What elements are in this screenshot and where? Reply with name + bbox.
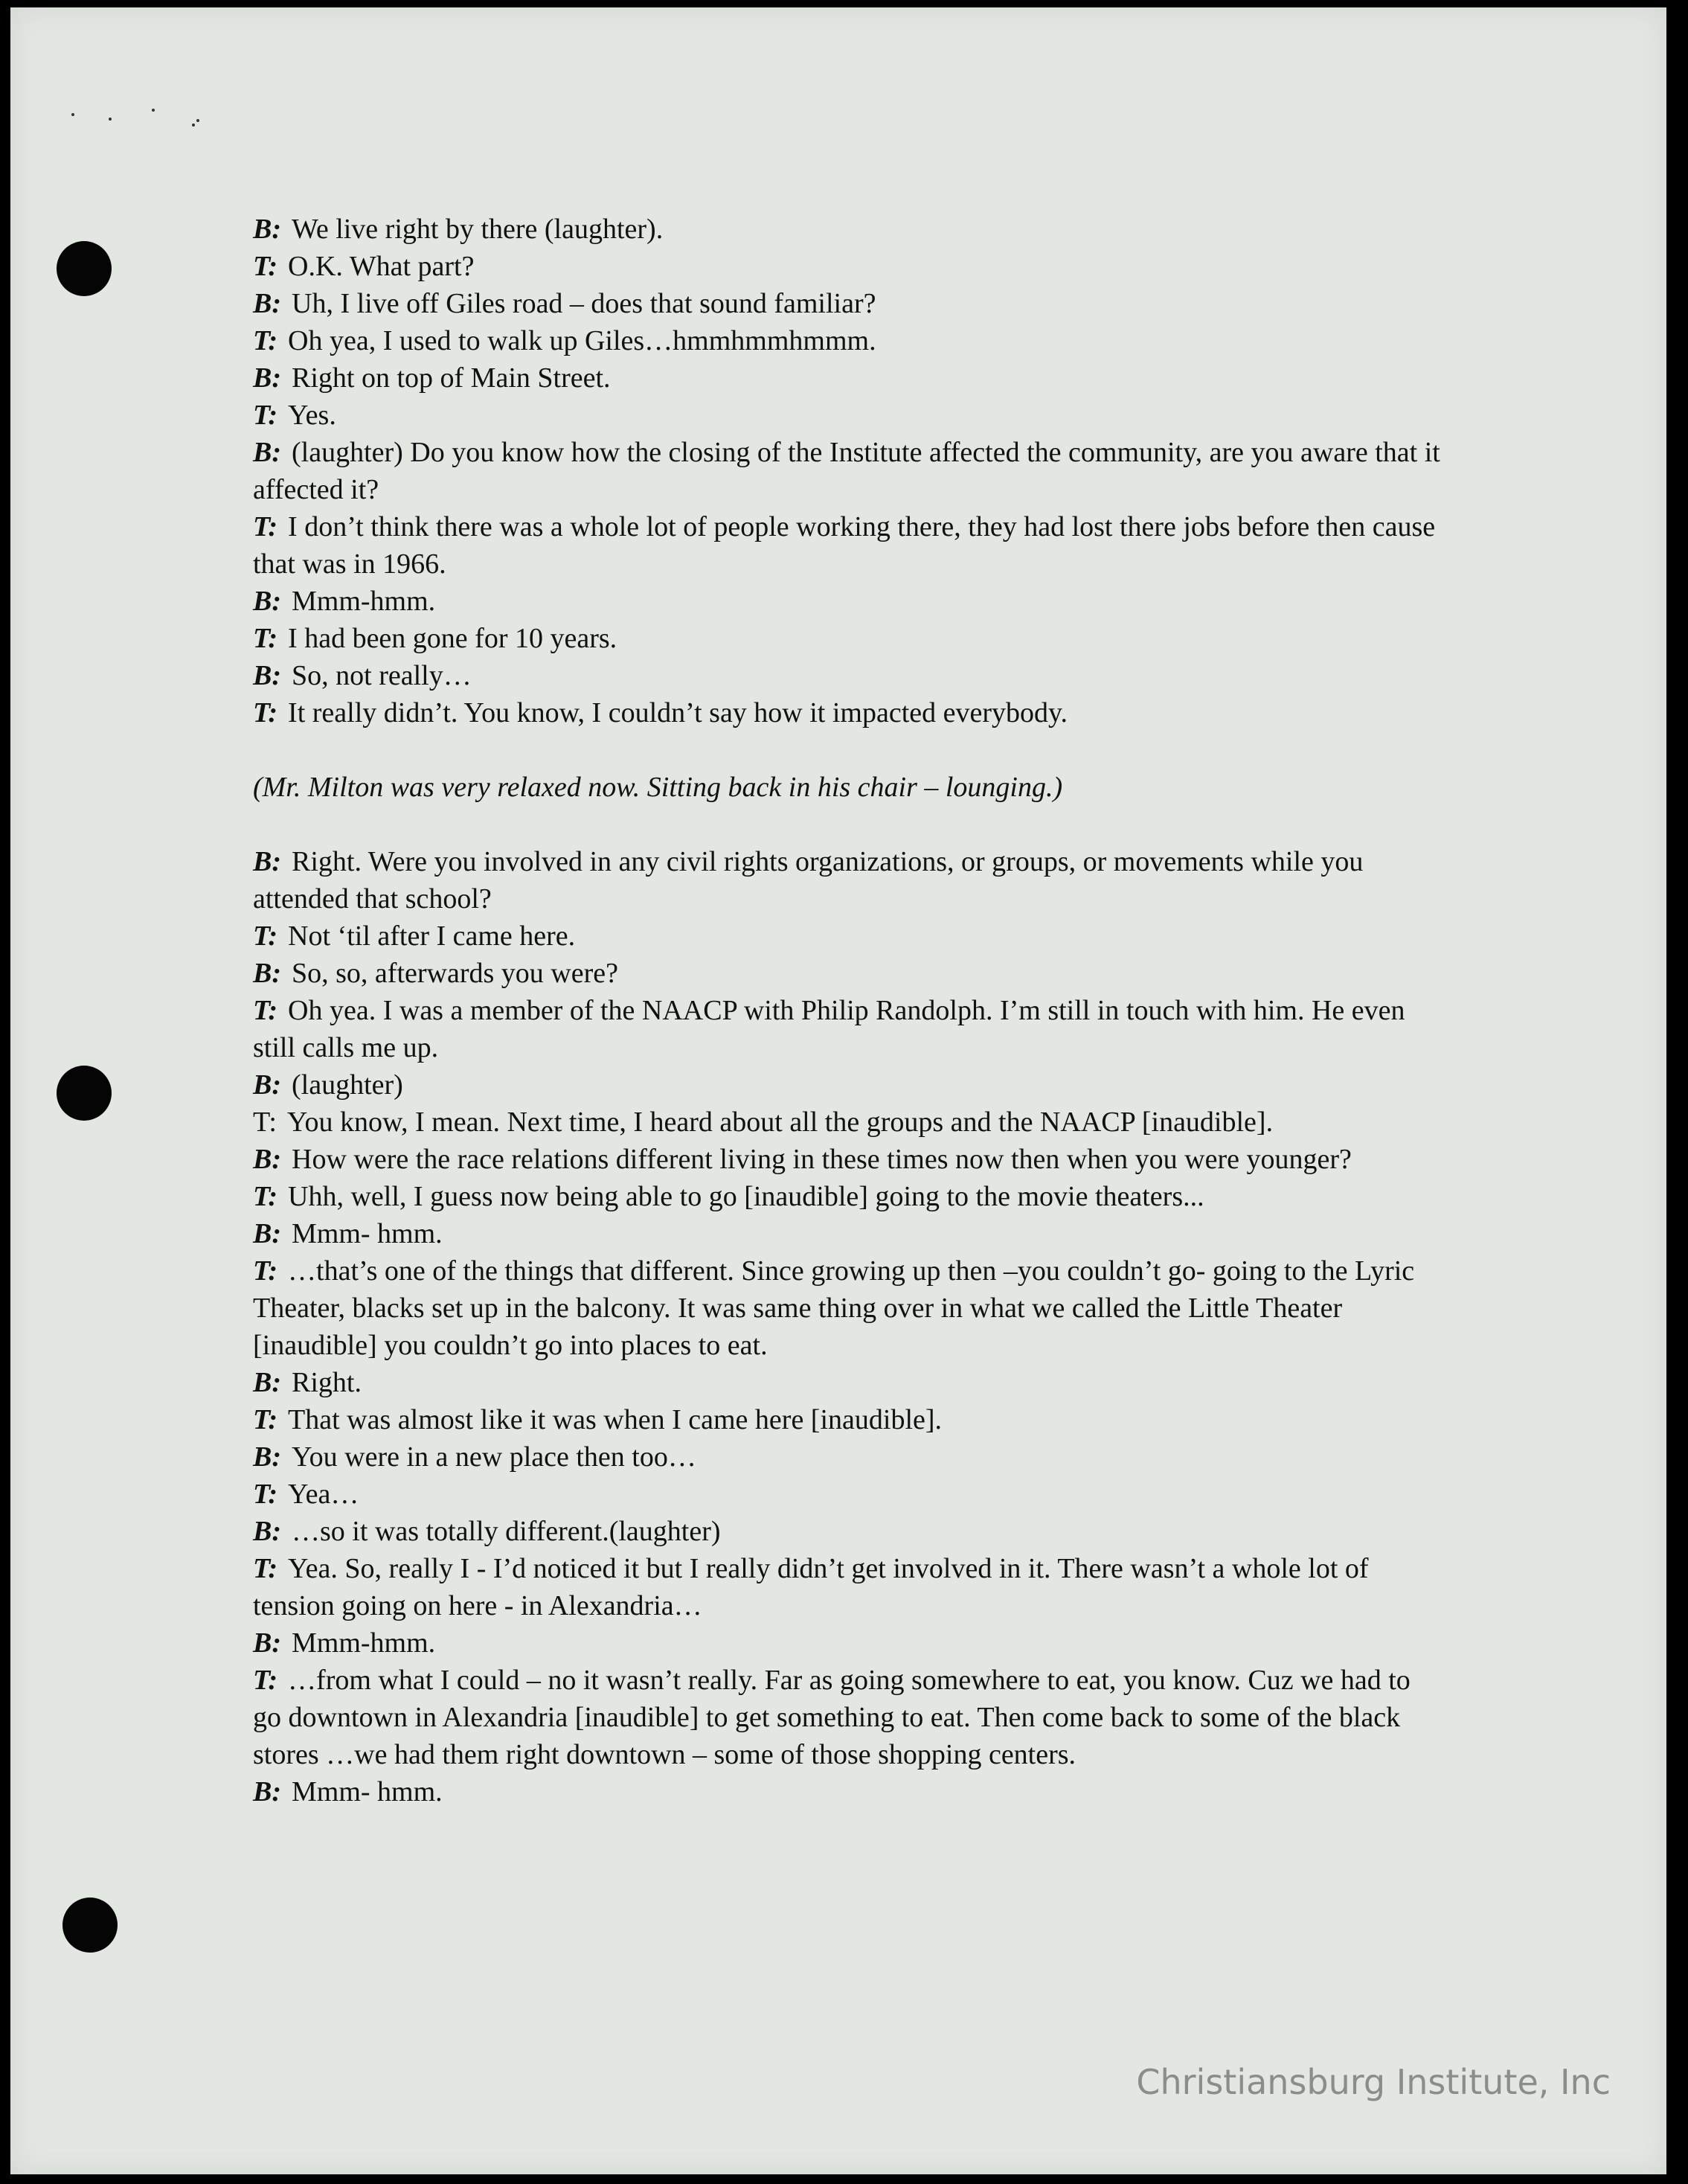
speaker-label: B: xyxy=(253,288,281,319)
speaker-label: B: xyxy=(253,846,281,877)
paragraph-gap xyxy=(253,806,1443,843)
utterance-text: Yes. xyxy=(288,400,336,431)
transcript-line xyxy=(253,1773,1443,1810)
utterance-text: Mmm- hmm. xyxy=(292,1218,443,1249)
utterance-text: Right. Were you involved in any civil rights organizations, or groups, or movements while you attended that school? xyxy=(253,846,1364,915)
speaker-label: B: xyxy=(253,1776,281,1807)
transcript-line xyxy=(253,1252,1443,1364)
binder-hole-top xyxy=(57,241,112,296)
speaker-label: B: xyxy=(253,362,281,394)
utterance-text: How were the race relations different living in these times now then when you were younger? xyxy=(292,1144,1352,1175)
speaker-label: T: xyxy=(253,1665,278,1696)
utterance-text: (laughter) xyxy=(292,1069,403,1101)
binder-hole-middle xyxy=(57,1066,112,1121)
utterance-text: Right on top of Main Street. xyxy=(292,362,611,394)
transcript-line xyxy=(253,508,1443,583)
transcript-line xyxy=(253,620,1443,657)
transcript-line xyxy=(253,1662,1443,1773)
transcript-line xyxy=(253,322,1443,359)
utterance-text: You know, I mean. Next time, I heard about all the groups and the NAACP [inaudible]. xyxy=(286,1107,1274,1138)
speaker-label: T: xyxy=(253,511,278,542)
paragraph-gap xyxy=(253,731,1443,769)
speaker-label: B: xyxy=(253,1441,281,1473)
binder-hole-bottom xyxy=(62,1898,118,1953)
transcript-line xyxy=(253,918,1443,955)
transcript-line xyxy=(253,583,1443,620)
stage-note: (Mr. Milton was very relaxed now. Sitting back in his chair – lounging.) xyxy=(253,772,1063,803)
transcript-block-1 xyxy=(253,211,1443,731)
transcript-line xyxy=(253,1178,1443,1215)
transcript-line xyxy=(253,1215,1443,1252)
speaker-label: B: xyxy=(253,1627,281,1659)
utterance-text: You were in a new place then too… xyxy=(292,1441,696,1473)
transcript-line xyxy=(253,657,1443,694)
transcript-line xyxy=(253,285,1443,322)
speaker-label: B: xyxy=(253,1144,281,1175)
speaker-label: T: xyxy=(253,400,278,431)
utterance-text: So, not really… xyxy=(292,660,472,691)
utterance-text: …that’s one of the things that different. Since growing up then –you couldn’t go- going to the Lyric Theater, blacks set up in the balcony. It was same thing over in what we called the Little Theater [inaudible] you couldn’t go into places to eat. xyxy=(253,1255,1415,1361)
speaker-label: B: xyxy=(253,958,281,989)
transcript-line xyxy=(253,1066,1443,1104)
utterance-text: Oh yea. I was a member of the NAACP with Philip Randolph. I’m still in touch with him. He even still calls me up. xyxy=(253,995,1405,1063)
speaker-label: T: xyxy=(253,623,278,654)
utterance-text: Uhh, well, I guess now being able to go [inaudible] going to the movie theaters... xyxy=(288,1181,1204,1212)
transcript-line xyxy=(253,843,1443,918)
speaker-label: T: xyxy=(253,920,278,952)
transcript-line xyxy=(253,1624,1443,1662)
speaker-label: T: xyxy=(253,697,278,728)
transcript-line xyxy=(253,1476,1443,1513)
transcript-line xyxy=(253,1513,1443,1550)
utterance-text: …so it was totally different.(laughter) xyxy=(292,1516,721,1547)
transcript-body xyxy=(253,211,1443,1810)
utterance-text: Oh yea, I used to walk up Giles…hmmhmmhmmm. xyxy=(288,325,876,356)
utterance-text: Mmm-hmm. xyxy=(292,586,436,617)
speaker-label: B: xyxy=(253,586,281,617)
transcript-line xyxy=(253,359,1443,397)
speaker-label: B: xyxy=(253,1218,281,1249)
speaker-label: T: xyxy=(253,1404,278,1435)
transcript-line xyxy=(253,694,1443,731)
utterance-text: I had been gone for 10 years. xyxy=(288,623,617,654)
transcript-line xyxy=(253,1104,1443,1141)
speaker-label: T: xyxy=(253,251,278,282)
speaker-label: B: xyxy=(253,1367,281,1398)
speaker-label: T: xyxy=(253,1255,278,1287)
speck-mark xyxy=(152,109,155,112)
speaker-label: B: xyxy=(253,214,281,245)
transcript-block-2 xyxy=(253,843,1443,1810)
transcript-line xyxy=(253,1401,1443,1438)
speaker-label: T: xyxy=(253,1107,277,1138)
utterance-text: Mmm-hmm. xyxy=(292,1627,436,1659)
utterance-text: Right. xyxy=(292,1367,362,1398)
transcript-line xyxy=(253,1438,1443,1476)
transcript-line xyxy=(253,434,1443,508)
utterance-text: We live right by there (laughter). xyxy=(292,214,664,245)
speck-mark xyxy=(196,119,199,122)
speaker-label: T: xyxy=(253,1553,278,1584)
speck-mark xyxy=(192,124,195,127)
transcript-line xyxy=(253,397,1443,434)
speaker-label: T: xyxy=(253,1479,278,1510)
speaker-label: T: xyxy=(253,1181,278,1212)
transcript-line xyxy=(253,248,1443,285)
speaker-label: B: xyxy=(253,437,281,468)
transcript-line xyxy=(253,211,1443,248)
speaker-label: T: xyxy=(253,995,278,1026)
utterance-text: Yea. So, really I - I’d noticed it but I really didn’t get involved in it. There wasn’t a whole lot of tension going on here - in Alexandria… xyxy=(253,1553,1369,1621)
utterance-text: …from what I could – no it wasn’t really. Far as going somewhere to eat, you know. Cuz we had to go downtown in Alexandria [inaudible] to get something to eat. Then come back to some of the black stores …we had them right downtown – some of those shopping centers. xyxy=(253,1665,1411,1770)
transcript-line xyxy=(253,1550,1443,1624)
transcript-line xyxy=(253,1141,1443,1178)
utterance-text: I don’t think there was a whole lot of people working there, they had lost there jobs before then cause that was in 1966. xyxy=(253,511,1436,580)
utterance-text: That was almost like it was when I came here [inaudible]. xyxy=(288,1404,943,1435)
speaker-label: B: xyxy=(253,660,281,691)
speaker-label: T: xyxy=(253,325,278,356)
transcript-line xyxy=(253,1364,1443,1401)
watermark: Christiansburg Institute, Inc xyxy=(1136,2062,1611,2102)
utterance-text: So, so, afterwards you were? xyxy=(292,958,618,989)
utterance-text: (laughter) Do you know how the closing of the Institute affected the community, are you aware that it affected it? xyxy=(253,437,1440,505)
speaker-label: B: xyxy=(253,1516,281,1547)
speck-mark xyxy=(109,118,112,121)
utterance-text: It really didn’t. You know, I couldn’t say how it impacted everybody. xyxy=(288,697,1068,728)
speaker-label: B: xyxy=(253,1069,281,1101)
transcript-line xyxy=(253,955,1443,992)
utterance-text: O.K. What part? xyxy=(288,251,475,282)
transcript-line xyxy=(253,992,1443,1066)
utterance-text: Not ‘til after I came here. xyxy=(288,920,576,952)
utterance-text: Uh, I live off Giles road – does that sound familiar? xyxy=(292,288,876,319)
utterance-text: Mmm- hmm. xyxy=(292,1776,443,1807)
utterance-text: Yea… xyxy=(288,1479,359,1510)
speck-mark xyxy=(71,113,74,116)
